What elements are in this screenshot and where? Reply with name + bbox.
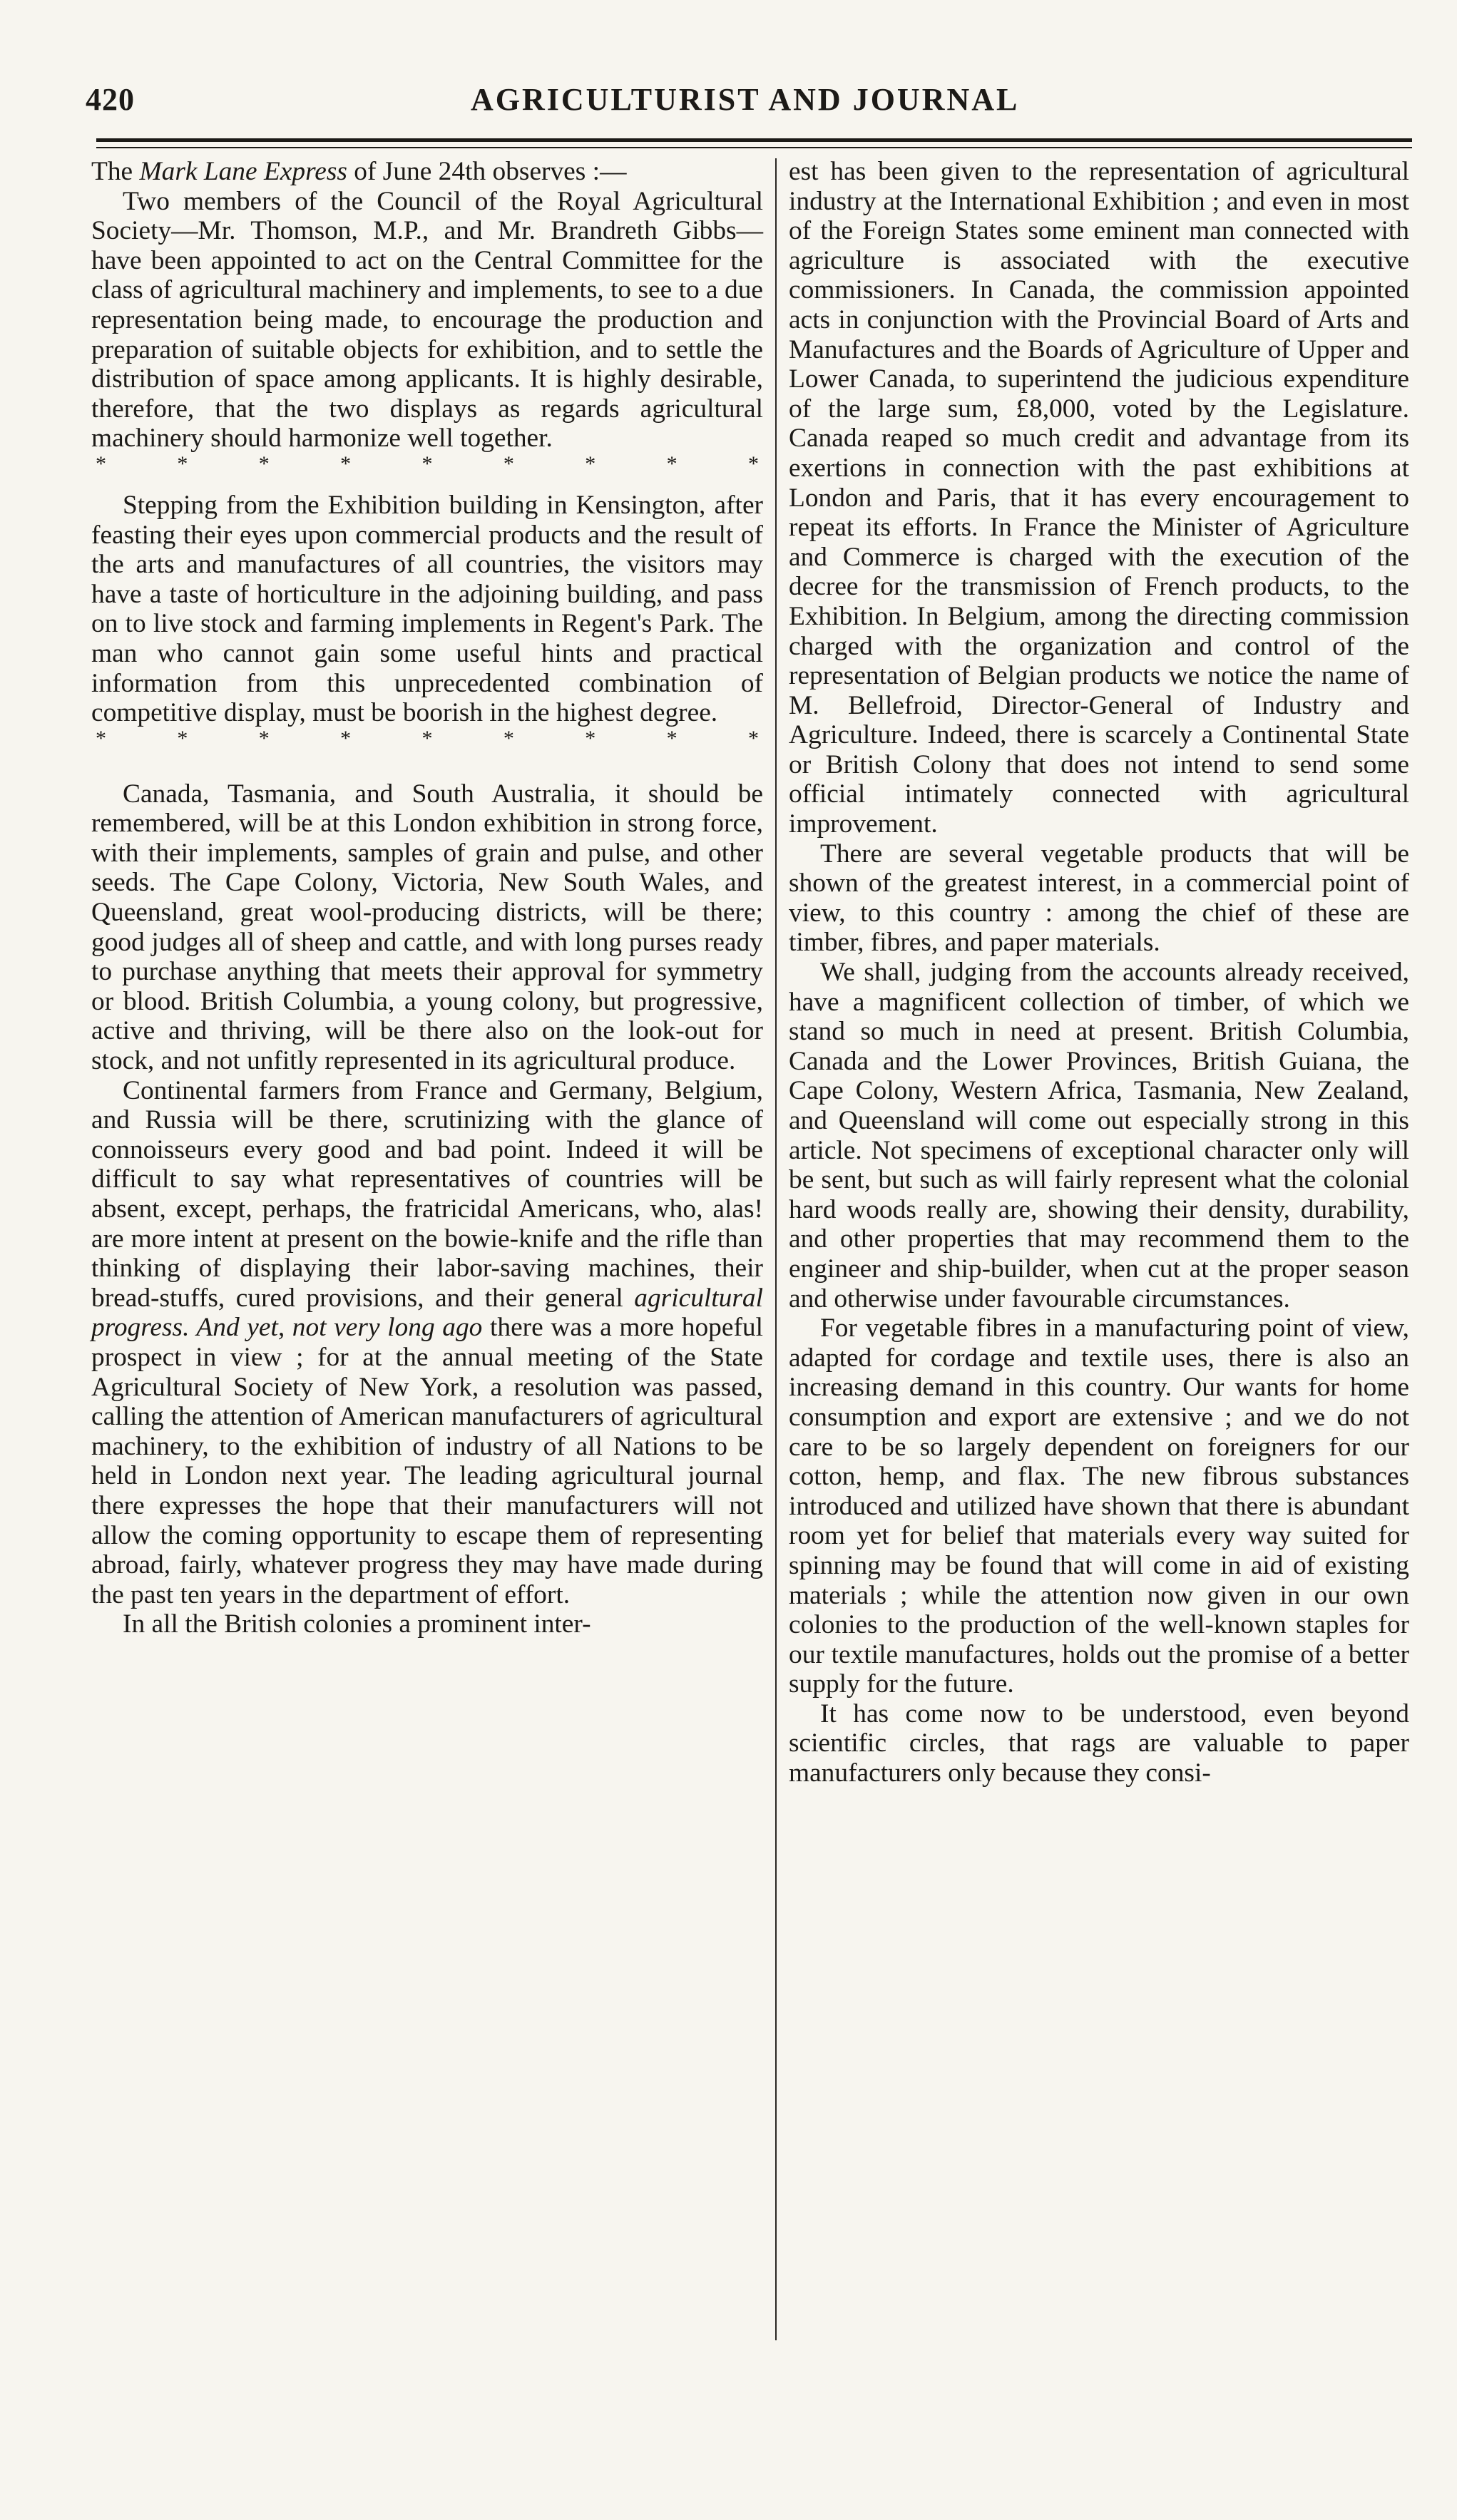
separator-star: * — [258, 726, 270, 750]
separator-star: * — [177, 451, 188, 476]
separator-star: * — [585, 451, 596, 476]
running-title: AGRICULTURIST AND JOURNAL — [471, 82, 1020, 117]
continental-italic: agricultural progress. And yet, not very long ago — [91, 1283, 763, 1343]
intro-text-b: of June 24th observes :— — [347, 157, 627, 186]
separator-star: * — [177, 726, 188, 750]
section-separator — [91, 728, 763, 765]
separator-star: * — [421, 726, 433, 750]
header-rule-thick — [96, 138, 1412, 142]
publication-title: Mark Lane Express — [139, 157, 347, 186]
separator-star: * — [666, 451, 678, 476]
separator-star: * — [96, 451, 106, 476]
column-divider — [775, 158, 777, 2340]
separator-star: * — [748, 726, 759, 750]
paragraph-timber: We shall, judging from the accounts already received, have a magnificent collection of timber, of which we stand so much in need at present. British Columbia, Canada and the Lower Provinces, British Guiana, the Cape Colony, Western Africa, Tasmania, New Zealand, and Queensland will come out especially strong in this article. Not specimens of exceptional character only will be sent, but such as will fairly represent what the colonial hard woods really are, showing their density, durability, and other properties that may recommend them to the engineer and ship-builder, when cut at the proper season and otherwise under favourable circumstances. — [789, 958, 1409, 1313]
separator-star: * — [503, 726, 514, 750]
right-column — [789, 157, 1409, 1788]
paragraph-british-colonies: In all the British colonies a prominent inter- — [123, 1609, 591, 1639]
paragraph-continental-farmers — [91, 1076, 763, 1610]
intro-text-a: The — [91, 157, 140, 186]
continental-text-a: Continental farmers from France and Germany, Belgium, and Russia will be there, scrutinizing with the glance of connoisseurs every good and bad point. Indeed it will be difficult to say what representatives of countries will be absent, except, perhaps, the fratricidal Americans, who, alas! are more intent at present on the bowie-knife and the rifle than thinking of displaying their labor-saving machines, their bread-stuffs, cured provisions, and their general — [91, 1075, 763, 1313]
paragraph-agricultural-industry: est has been given to the representation of agricultural industry at the International Exhibition ; and even in most of the Foreign States some eminent man connected with agriculture is associated with the executive commissioners. In Canada, the commission appointed acts in conjunction with the Provincial Board of Arts and Manufactures and the Boards of Agriculture of Upper and Lower Canada, to superintend the judicious expenditure of the large sum, £8,000, voted by the Legislature. Canada reaped so much credit and advantage from its exertions in connection with the past exhibitions at London and Paris, that it has every encouragement to repeat its efforts. In France the Minister of Agriculture and Commerce is charged with the execution of the decree for the transmission of French products, to the Exhibition. In Belgium, among the directing commission charged with the organization and control of the representation of Belgian products we notice the name of M. Bellefroid, Director-General of Industry and Agriculture. Indeed, there is scarcely a Continental State or British Colony that does not intend to send some official intimately connected with agricultural improvement. — [789, 157, 1409, 839]
paragraph-council-members: Two members of the Council of the Royal Agricultural Society—Mr. Thomson, M.P., and Mr. Brandreth Gibbs— have been appointed to act on the Central Committee for the class of agricultural machinery and implements, to see to a due representation being made, to encourage the production and preparation of suitable objects for exhibition, and to settle the distribution of space among applicants. It is highly desirable, therefore, that the two displays as regards agricultural machinery should harmonize well together. — [91, 186, 763, 454]
separator-star: * — [96, 726, 106, 750]
header-rule-thin — [96, 147, 1412, 148]
paragraph-rags-paper: It has come now to be understood, even beyond scientific circles, that rags are valuable to paper manufacturers only because they consi- — [789, 1699, 1409, 1788]
paragraph-vegetable-products: There are several vegetable products that will be shown of the greatest interest, in a commercial point of view, to this country : among the chief of these are timber, fibres, and paper materials. — [789, 839, 1409, 958]
separator-star: * — [503, 451, 514, 476]
separator-star: * — [585, 726, 596, 750]
separator-star: * — [258, 451, 270, 476]
page-number: 420 — [86, 82, 135, 117]
section-separator — [91, 451, 763, 491]
separator-star: * — [748, 451, 759, 476]
separator-star: * — [340, 726, 352, 750]
paragraph-colonies-exhibition: Canada, Tasmania, and South Australia, it should be remembered, will be at this London exhibition in strong force, with their implements, samples of grain and pulse, and other seeds. The Cape Colony, Victoria, New South Wales, and Queensland, great wool-producing districts, will be there; good judges all of sheep and cattle, and with long purses ready to purchase anything that meets their approval for symmetry or blood. British Columbia, a young colony, but progressive, active and thriving, will be there also on the look-out for stock, and not unfitly represented in its agricultural produce. — [91, 779, 763, 1076]
separator-star: * — [666, 726, 678, 750]
left-column — [91, 157, 763, 1639]
separator-star: * — [421, 451, 433, 476]
separator-star: * — [340, 451, 352, 476]
paragraph-mark-lane-intro — [91, 157, 763, 187]
continental-text-b: there was a more hopeful prospect in view ; for at the annual meeting of the State Agricultural Society of New York, a resolution was passed, calling the attention of American manufacturers of agricultural machinery, to the exhibition of industry of all Nations to be held in London next year. The leading agricultural journal there expresses the hope that their manufacturers will not allow the coming opportunity to escape them of representing abroad, fairly, whatever progress they may have made during the past ten years in the department of effort. — [91, 1313, 763, 1609]
paragraph-fibres: For vegetable fibres in a manufacturing point of view, adapted for cordage and textile uses, there is also an increasing demand in this country. Our wants for home consumption and export are extensive ; and we do not care to be so largely dependent on foreigners for our cotton, hemp, and flax. The new fibrous substances introduced and utilized have shown that there is abundant room yet for belief that materials every way suited for spinning may be found that will come in aid of existing materials ; while the attention now given in our own colonies to the production of the well-known staples for our textile manufactures, holds out the promise of a better supply for the future. — [789, 1313, 1409, 1699]
paragraph-kensington: Stepping from the Exhibition building in Kensington, after feasting their eyes upon commercial products and the result of the arts and manufactures of all countries, the visitors may have a taste of horticulture in the adjoining building, and pass on to live stock and farming implements in Regent's Park. The man who cannot gain some useful hints and practical information from this unprecedented combination of competitive display, must be boorish in the highest degree. — [91, 490, 763, 728]
page-header — [86, 77, 1412, 134]
